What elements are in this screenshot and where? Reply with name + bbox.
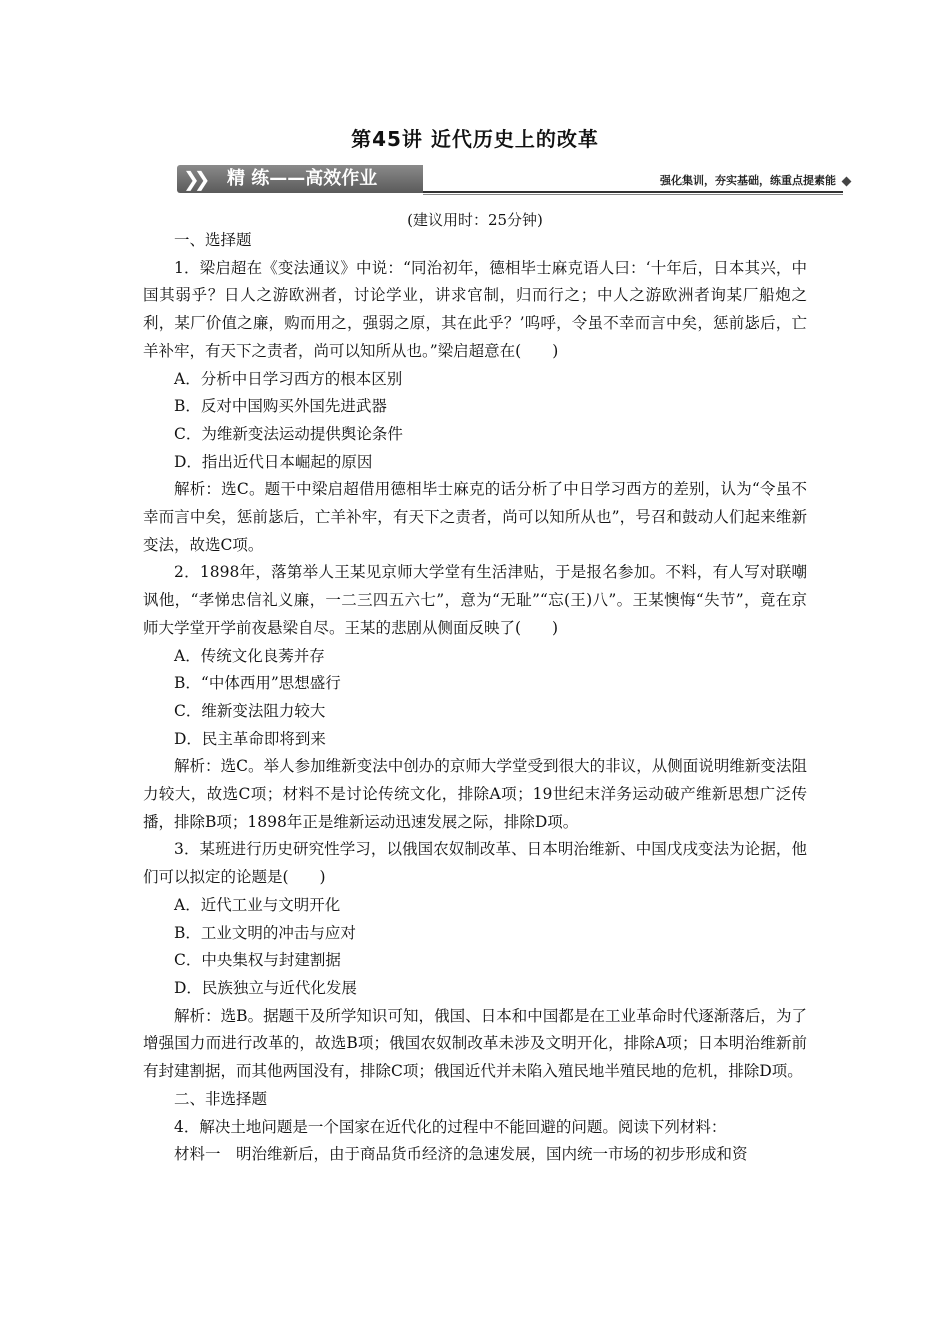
question-1-option-c: C．为维新变法运动提供舆论条件	[174, 424, 403, 443]
question-2-option-c: C．维新变法阻力较大	[174, 701, 326, 720]
question-3-analysis: 解析：选B。据题干及所学知识可知，俄国、日本和中国都是在工业革命时代逐渐落后，为了增强国力而进行改革的，故选B项；俄国农奴制改革未涉及文明开化，排除A项；日本明治维新前有封建割据，而其他两国没有，排除C项；俄国近代并未陷入殖民地半殖民地的危机，排除D项。	[143, 1006, 807, 1081]
question-3-option-a: A．近代工业与文明开化	[174, 895, 341, 914]
question-1-option-d: D．指出近代日本崛起的原因	[174, 452, 373, 471]
question-2-analysis: 解析：选C。举人参加维新变法中创办的京师大学堂受到很大的非议，从侧面说明维新变法阻力较大，故选C项；材料不是讨论传统文化，排除A项；19世纪末洋务运动破产维新思想广泛传播，排除B项；1898年正是维新运动迅速发展之际，排除D项。	[143, 757, 807, 831]
banner-box	[177, 165, 423, 193]
banner-slogan: 强化集训，夯实基础，练重点提素能	[660, 174, 836, 187]
question-2-option-a: A．传统文化良莠并存	[174, 646, 325, 665]
banner-label: 精 练——高效作业	[227, 168, 378, 189]
document-body	[143, 227, 807, 1169]
question-1-stem: 1．梁启超在《变法通议》中说：“同治初年，德相毕士麻克语人曰：‘十年后，日本其兴，中国其弱乎？日人之游欧洲者，讨论学业，讲求官制，归而行之；中人之游欧洲者询某厂船炮之利，某厂价值之廉，购而用之，强弱之原，其在此乎？’呜呼，令虽不幸而言中矣，惩前毖后，亡羊补牢，有天下之责者，尚可以知所从也。”梁启超意在( )	[143, 258, 807, 360]
question-2-option-d: D．民主革命即将到来	[174, 729, 326, 748]
page-title: 第45讲 近代历史上的改革	[351, 127, 599, 151]
banner-rule-thin	[423, 194, 843, 195]
question-3-option-d: D．民族独立与近代化发展	[174, 978, 357, 997]
diamond-icon	[842, 177, 852, 187]
double-chevron-icon: ❯❯	[183, 167, 205, 191]
question-3-option-c: C．中央集权与封建割据	[174, 951, 341, 970]
time-note: (建议用时：25分钟)	[407, 211, 543, 229]
question-1-analysis: 解析：选C。题干中梁启超借用德相毕士麻克的话分析了中日学习西方的差别，认为“令虽不幸而言中矣，惩前毖后，亡羊补牢，有天下之责者，尚可以知所从也”，号召和鼓动人们起来维新变法，故选C项。	[143, 480, 807, 554]
question-3-stem: 3．某班进行历史研究性学习，以俄国农奴制改革、日本明治维新、中国戊戌变法为论据，他们可以拟定的论题是( )	[143, 840, 807, 887]
question-3-option-b: B．工业文明的冲击与应对	[174, 923, 356, 942]
section-banner	[177, 165, 850, 195]
section-heading: 二、非选择题	[174, 1089, 268, 1108]
question-2-option-b: B．“中体西用”思想盛行	[174, 674, 341, 693]
banner-rule	[423, 191, 843, 193]
question-4-stem: 4．解决土地问题是一个国家在近代化的过程中不能回避的问题。阅读下列材料：	[174, 1117, 727, 1136]
question-1-option-b: B．反对中国购买外国先进武器	[174, 397, 387, 416]
section-heading: 一、选择题	[174, 231, 252, 249]
question-2-stem: 2．1898年，落第举人王某见京师大学堂有生活津贴，于是报名参加。不料，有人写对联嘲讽他，“孝悌忠信礼义廉，一二三四五六七”，意为“无耻”“忘(王)八”。王某懊悔“失节”，竟在京师大学堂开学前夜悬梁自尽。王某的悲剧从侧面反映了( )	[143, 563, 807, 637]
question-1-option-a: A．分析中日学习西方的根本区别	[174, 369, 403, 388]
question-4-material-1: 材料一 明治维新后，由于商品货币经济的急速发展，国内统一市场的初步形成和资	[174, 1145, 748, 1164]
